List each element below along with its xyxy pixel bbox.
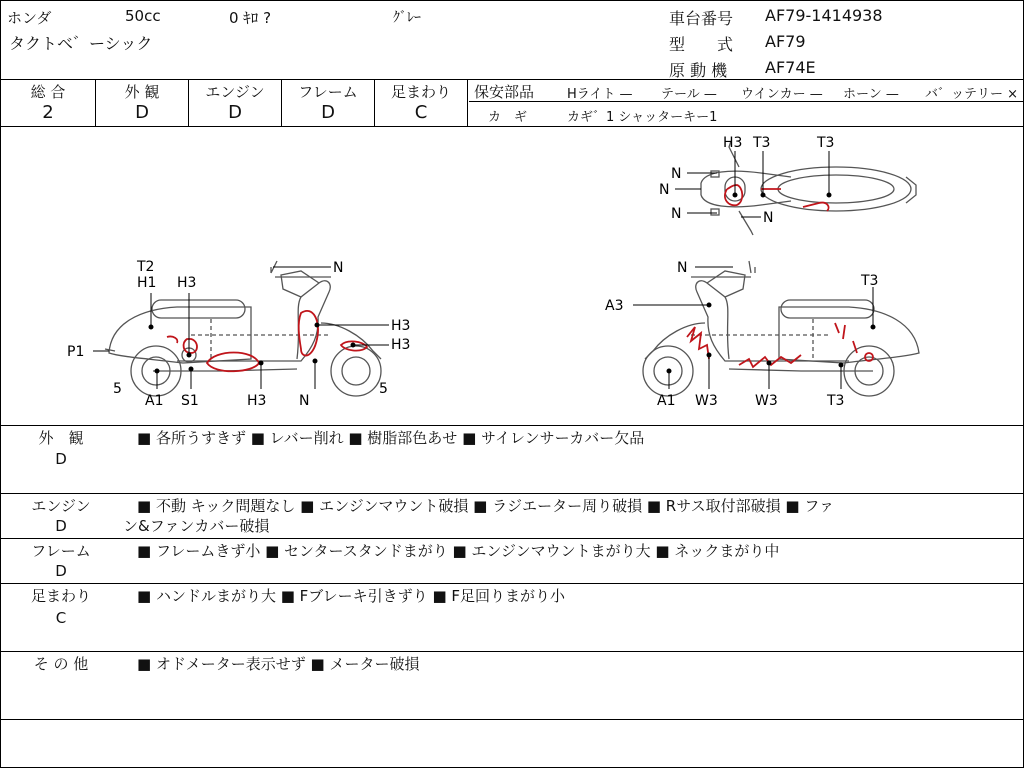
section-name: そ の 他 <box>33 655 89 673</box>
section-name: エンジン <box>31 497 91 515</box>
safety-item-headlight: Hライト — <box>567 87 633 102</box>
part-labels <box>67 135 878 409</box>
label-h3: H3 <box>723 135 743 151</box>
label-h1: H1 <box>137 275 157 291</box>
section-grade: D <box>55 450 67 468</box>
label-t2: T2 <box>137 259 155 275</box>
safety-item-battery: バ゛ッテリー × <box>925 87 1019 102</box>
label-a3: A3 <box>605 298 624 314</box>
engine-label: 原 動 機 <box>669 61 728 80</box>
label-n: N <box>333 260 344 276</box>
label-w3: W3 <box>755 393 778 409</box>
grade-label-overall: 総 合 <box>30 83 66 101</box>
safety-item-tail: テール — <box>661 87 717 102</box>
maker: ホンダ <box>7 9 52 27</box>
label-5: 5 <box>113 381 122 397</box>
divider <box>1 719 1023 720</box>
section-grade: C <box>55 609 67 627</box>
type-label: 型 式 <box>669 35 734 54</box>
leader-lines <box>93 151 875 389</box>
divider <box>1 583 1023 584</box>
grade-label-frame: フレーム <box>298 83 358 101</box>
damage-mark <box>167 336 177 343</box>
label-a1: A1 <box>657 393 676 409</box>
label-w3: W3 <box>695 393 718 409</box>
label-p1: P1 <box>67 344 85 360</box>
engine-value: AF74E <box>765 58 816 77</box>
label-n: N <box>677 260 688 276</box>
label-n: N <box>671 206 682 222</box>
divider <box>1 79 1023 80</box>
grade-label-suspension: 足まわり <box>390 83 451 101</box>
label-s1: S1 <box>181 393 199 409</box>
divider <box>1 493 1023 494</box>
frame-no-value: AF79-1414938 <box>765 6 883 25</box>
label-n: N <box>659 182 670 198</box>
damage-diagram <box>1 127 1023 425</box>
type-value: AF79 <box>765 32 806 51</box>
section-name: 足まわり <box>30 587 91 605</box>
divider <box>467 79 468 126</box>
grade-value-overall: 2 <box>42 102 54 123</box>
section-notes: ■ オドメーター表示せず ■ メーター破損 <box>137 655 420 673</box>
section-grade: D <box>55 517 67 535</box>
label-h3: H3 <box>247 393 267 409</box>
damage-mark <box>184 339 197 353</box>
grade-label-exterior: 外 観 <box>124 83 160 101</box>
model-name: タクトベ゛ーシック <box>9 34 153 53</box>
section-name: フレーム <box>31 542 91 560</box>
label-h3: H3 <box>391 337 411 353</box>
color: ｸﾞﾚｰ <box>393 10 421 26</box>
label-t3: T3 <box>861 273 879 289</box>
grade-value-exterior: D <box>135 102 149 123</box>
mileage: 0 ｷﾛ ? <box>229 9 272 27</box>
frame-no-label: 車台番号 <box>669 9 734 28</box>
label-5: 5 <box>379 381 388 397</box>
section-notes: ■ フレームきず小 ■ センタースタンドまがり ■ エンジンマウントまがり大 ■ ネックまがり中 <box>137 542 780 560</box>
safety-item-winker: ウインカー — <box>741 87 823 102</box>
section-notes: ■ ハンドルまがり大 ■ Fブレーキ引きずり ■ F足回りまがり小 <box>137 587 566 605</box>
divider <box>1 538 1023 539</box>
damage-mark <box>835 323 857 353</box>
label-n: N <box>763 210 774 226</box>
section-notes: ■ 不動 キック問題なし ■ エンジンマウント破損 ■ ラジエーター周り破損 ■ Rサス取付部破損 ■ ファ <box>137 497 835 515</box>
displacement: 50cc <box>125 7 161 25</box>
damage-mark <box>299 311 318 356</box>
safety-label: 保安部品 <box>474 83 535 101</box>
scooter-top-view <box>701 141 916 235</box>
label-t3: T3 <box>753 135 771 151</box>
divider <box>1 425 1023 426</box>
label-n: N <box>671 166 682 182</box>
damage-mark <box>687 327 709 359</box>
divider <box>1 651 1023 652</box>
grade-value-suspension: C <box>414 102 428 123</box>
label-t3: T3 <box>827 393 845 409</box>
section-notes: ン&ファンカバー破損 <box>123 517 270 535</box>
label-a1: A1 <box>145 393 164 409</box>
label-n: N <box>299 393 310 409</box>
label-h3: H3 <box>177 275 197 291</box>
damage-mark <box>207 353 259 372</box>
label-h3: H3 <box>391 318 411 334</box>
section-notes: ■ 各所うすきず ■ レバー削れ ■ 樹脂部色あせ ■ サイレンサーカバー欠品 <box>137 429 645 447</box>
key-label: カ ギ <box>488 110 528 125</box>
label-t3: T3 <box>817 135 835 151</box>
safety-item-horn: ホーン — <box>843 87 899 102</box>
section-grade: D <box>55 562 67 580</box>
section-name: 外 観 <box>38 429 84 447</box>
grade-value-frame: D <box>321 102 335 123</box>
grade-value-engine: D <box>228 102 242 123</box>
grade-label-engine: エンジン <box>205 83 265 101</box>
key-value: カギ゛1 シャッターキー1 <box>567 110 718 125</box>
